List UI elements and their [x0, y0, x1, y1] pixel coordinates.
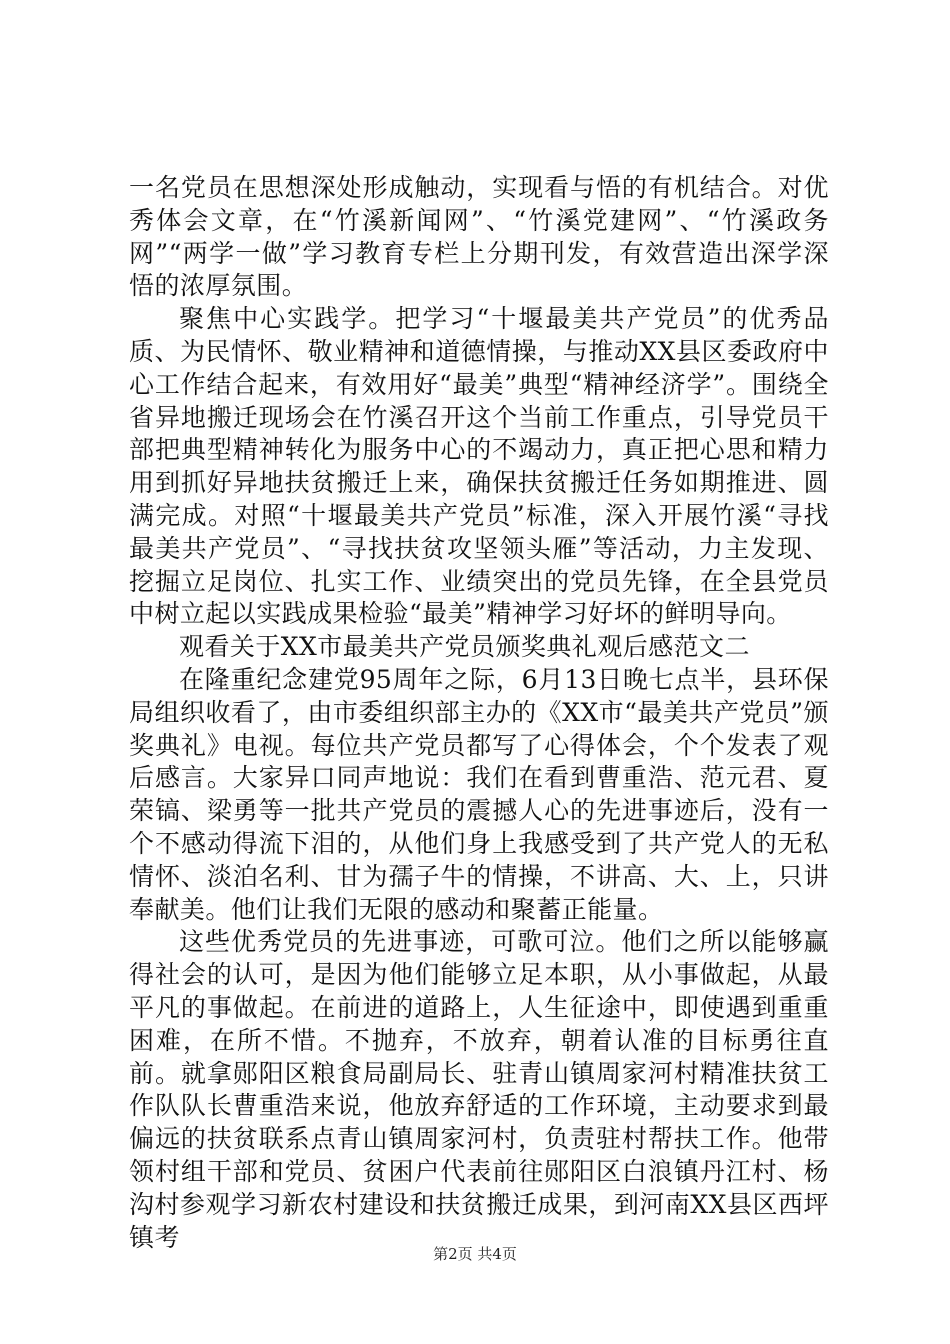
- paragraph-continuation: 一名党员在思想深处形成触动，实现看与悟的有机结合。对优秀体会文章，在“竹溪新闻网”、“竹溪党建网”、“竹溪政务网”“两学一做”学习教育专栏上分期刊发，有效营造出深学深悟的浓厚氛围。: [129, 173, 829, 301]
- paragraph-viewing-ceremony: 在隆重纪念建党95周年之际，6月13日晚七点半，县环保局组织收看了，由市委组织部主办的《XX市“最美共产党员”颁奖典礼》电视。每位共产党员都写了心得体会，个个发表了观后感言。大家异口同声地说：我们在看到曹重浩、范元君、夏荣镐、梁勇等一批共产党员的震撼人心的先进事迹后，没有一个不感动得流下泪的，从他们身上我感受到了共产党人的无私情怀、淡泊名利、甘为孺子牛的情操，不讲高、大、上，只讲奉献美。他们让我们无限的感动和聚蓄正能量。: [129, 664, 829, 924]
- page-footer: 第2页 共4页: [433, 1245, 517, 1263]
- document-body: [129, 172, 829, 1254]
- paragraph-exemplary-members: 这些优秀党员的先进事迹，可歌可泣。他们之所以能够赢得社会的认可，是因为他们能够立足本职，从小事做起，从最平凡的事做起。在前进的道路上，人生征途中，即使遇到重重困难，在所不惜。不抛弃，不放弃，朝着认准的目标勇往直前。就拿郧阳区粮食局副局长、驻青山镇周家河村精准扶贫工作队队长曹重浩来说，他放弃舒适的工作环境，主动要求到最偏远的扶贫联系点青山镇周家河村，负责驻村帮扶工作。他带领村组干部和党员、贫困户代表前往郧阳区白浪镇丹江村、杨沟村参观学习新农村建设和扶贫搬迁成果，到河南XX县区西坪镇考: [129, 927, 829, 1252]
- paragraph-practice-study: 聚焦中心实践学。把学习“十堰最美共产党员”的优秀品质、为民情怀、敬业精神和道德情操，与推动XX县区委政府中心工作结合起来，有效用好“最美”典型“精神经济学”。围绕全省异地搬迁现场会在竹溪召开这个当前工作重点，引导党员干部把典型精神转化为服务中心的不竭动力，真正把心思和精力用到抓好异地扶贫搬迁上来，确保扶贫搬迁任务如期推进、圆满完成。对照“十堰最美共产党员”标准，深入开展竹溪“寻找最美共产党员”、“寻找扶贫攻坚领头雁”等活动，力主发现、挖掘立足岗位、扎实工作、业绩突出的党员先锋，在全县党员中树立起以实践成果检验“最美”精神学习好坏的鲜明导向。: [129, 304, 829, 629]
- section-heading: 观看关于XX市最美共产党员颁奖典礼观后感范文二: [179, 632, 750, 662]
